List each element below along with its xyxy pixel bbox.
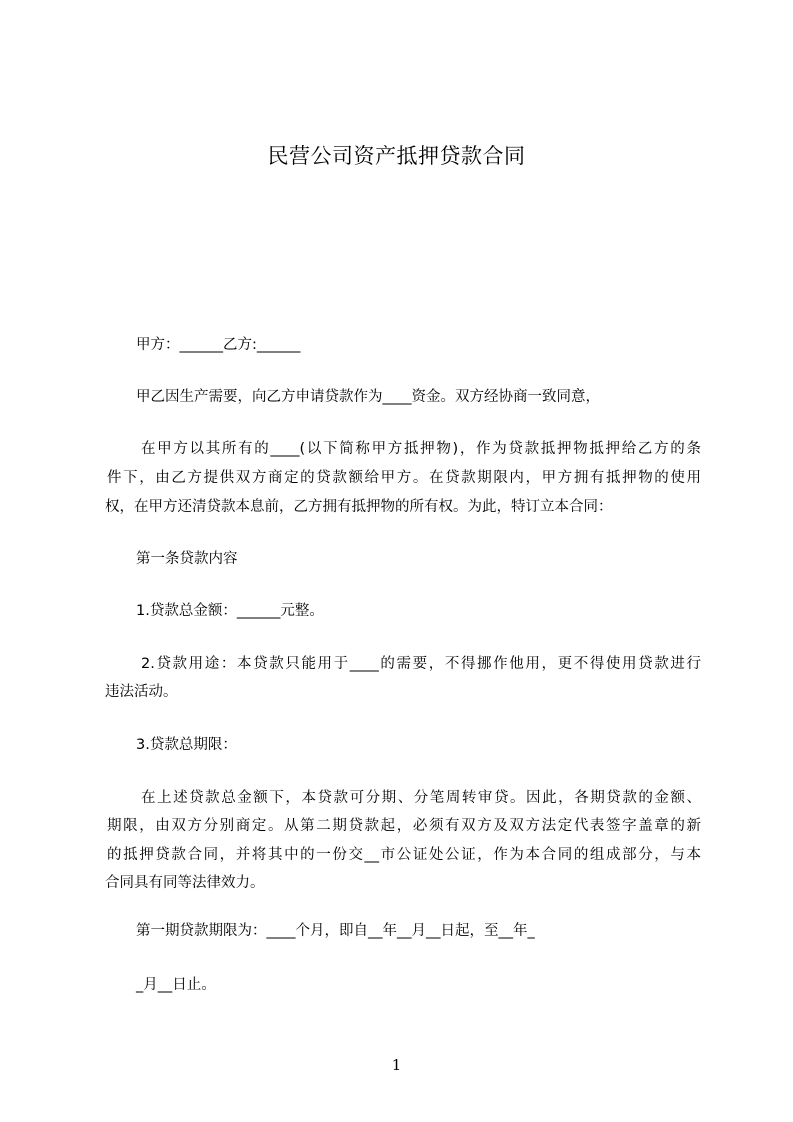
page-number: 1: [391, 1056, 402, 1074]
loan-term-heading: 3.贷款总期限：: [136, 737, 237, 753]
document-title: 民营公司资产抵押贷款合同: [267, 144, 526, 168]
paragraph-line-3: 权，在甲方还清贷款本息前，乙方拥有抵押物的所有权。为此，特订立本合同：: [105, 499, 613, 515]
first-period-line-2: _月__日止。: [136, 977, 216, 993]
intro-line: 甲乙因生产需要，向乙方申请贷款作为____资金。双方经协商一致同意，: [136, 389, 600, 405]
party-line: 甲方：______乙方:______: [136, 337, 301, 353]
loan-term-line-2: 期限，由双方分别商定。从第二期贷款起，必须有双方及双方法定代表签字盖章的新: [107, 818, 701, 834]
loan-purpose-line-2: 违法活动。: [105, 684, 178, 700]
loan-term-line-3: 的抵押贷款合同，并将其中的一份交__市公证处公证，作为本合同的组成部分，与本: [107, 847, 701, 863]
loan-term-line-1: 在上述贷款总金额下，本贷款可分期、分笔周转审贷。因此，各期贷款的金额、: [141, 790, 701, 806]
first-period-line-1: 第一期贷款期限为：____个月，即自__年__月__日起，至__年_: [136, 923, 535, 939]
article-1-heading: 第一条贷款内容: [136, 551, 238, 567]
loan-term-line-4: 合同具有同等法律效力。: [105, 875, 265, 891]
loan-purpose-line-1: 2.贷款用途：本贷款只能用于____的需要，不得挪作他用，更不得使用贷款进行: [141, 656, 701, 672]
paragraph-line-1: 在甲方以其所有的____(以下简称甲方抵押物)，作为贷款抵押物抵押给乙方的条: [141, 441, 701, 457]
paragraph-line-2: 件下，由乙方提供双方商定的贷款额给甲方。在贷款期限内，甲方拥有抵押物的使用: [107, 470, 701, 486]
loan-amount-line: 1.贷款总金额：______元整。: [136, 603, 324, 619]
